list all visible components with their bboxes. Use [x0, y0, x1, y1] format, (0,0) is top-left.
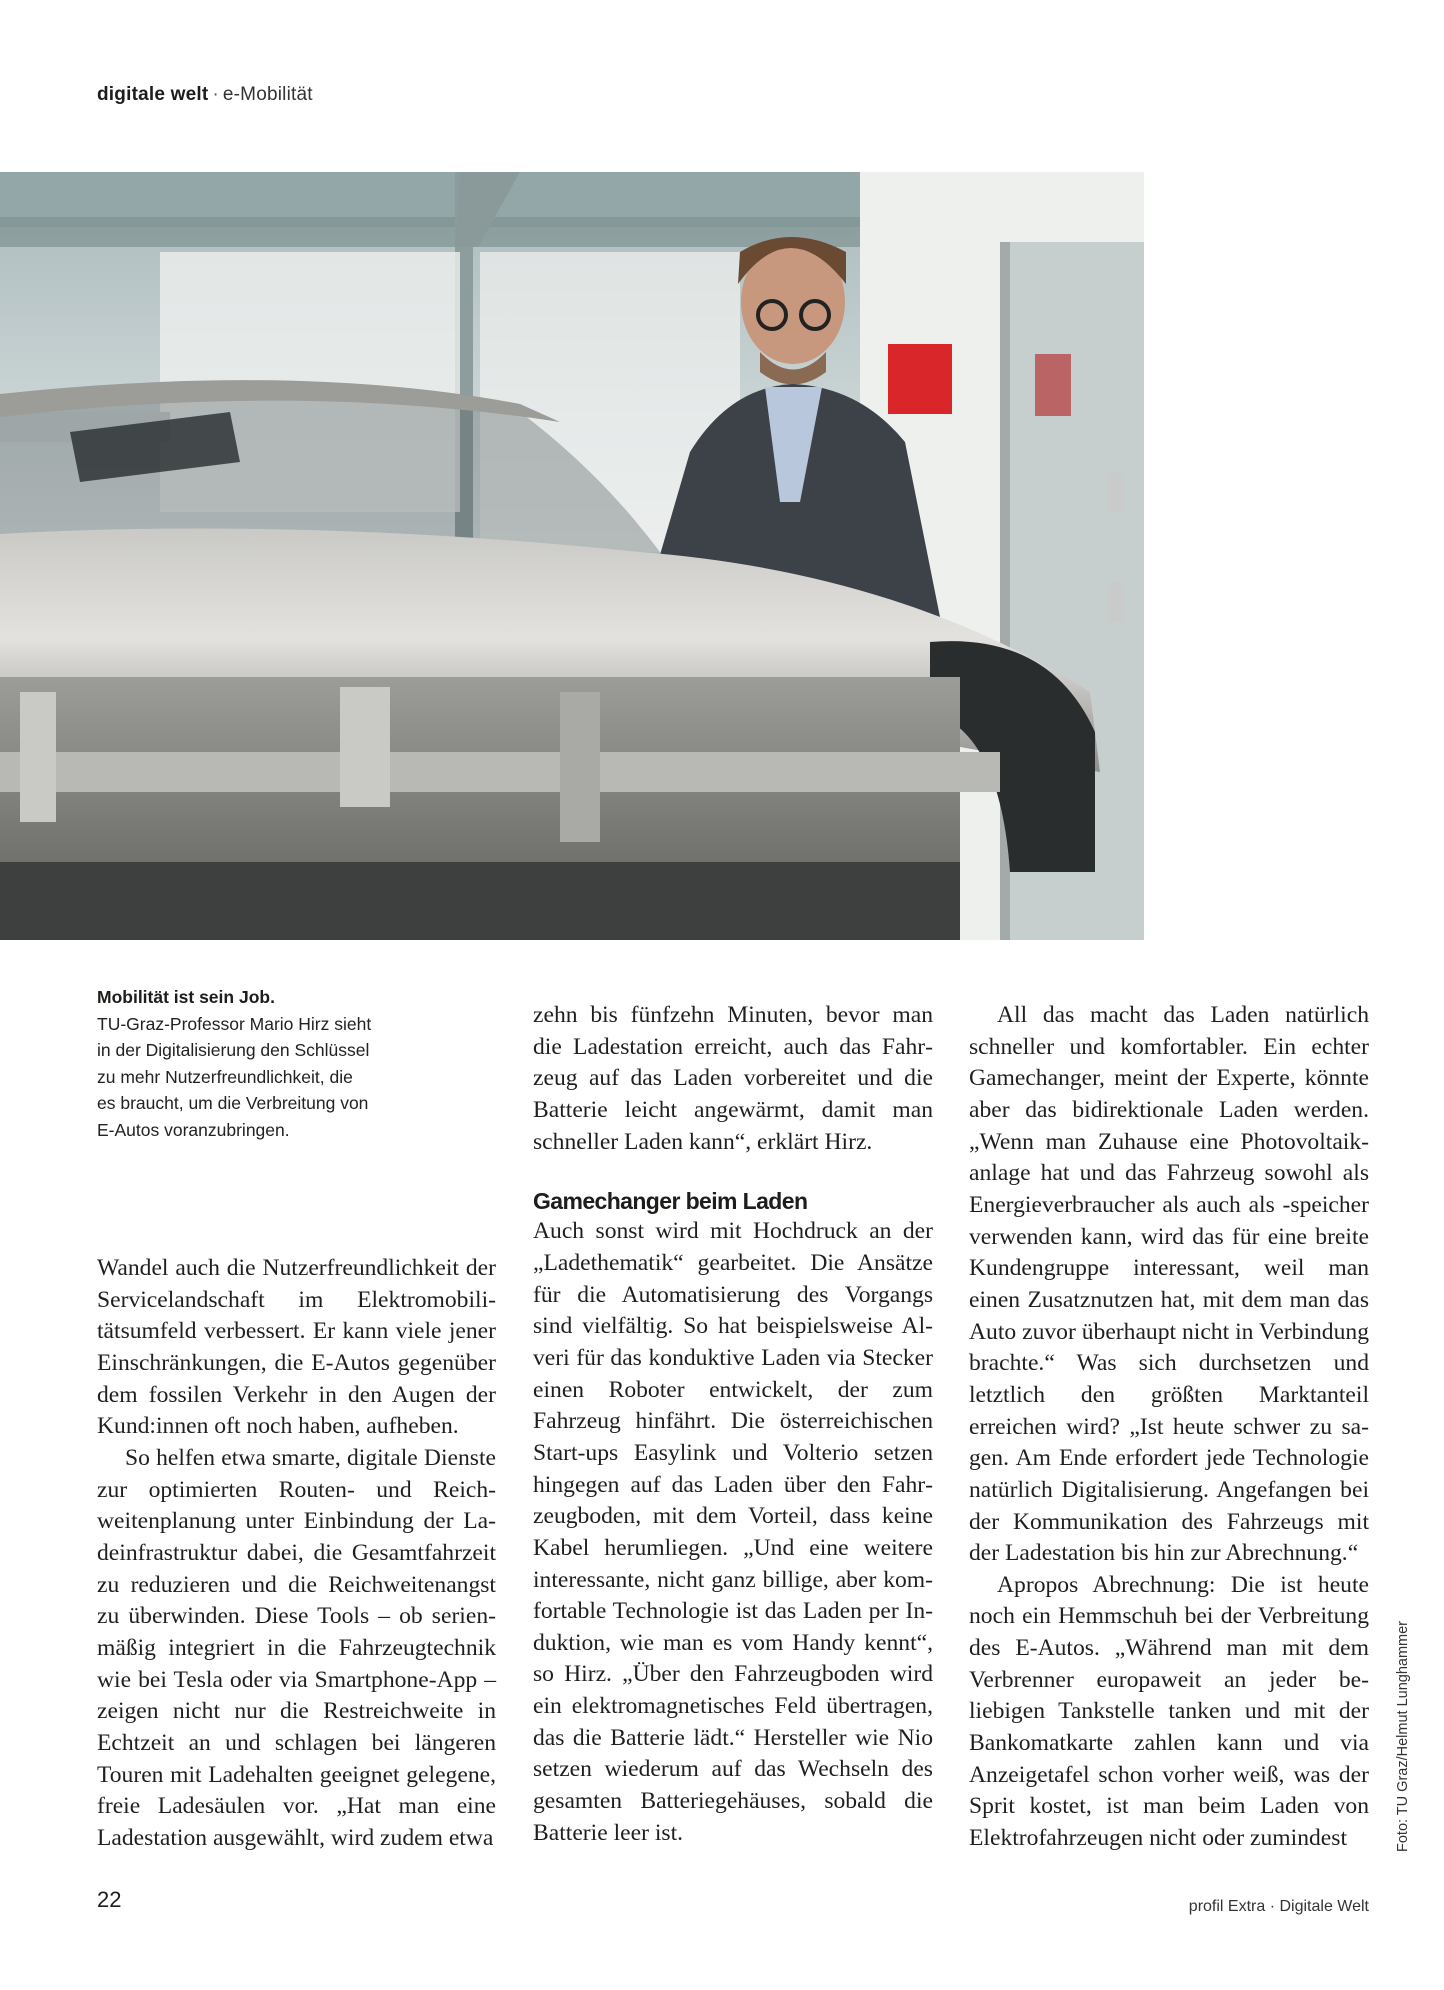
article-column-1	[97, 1253, 496, 1854]
caption-line: in der Digitalisierung den Schlüssel	[97, 1040, 370, 1060]
paragraph: Apropos Abrechnung: Die ist heute noch ein Hemmschuh bei der Verbreitung des E-Autos. „Während man mit dem Verbrenner europaweit an jeder beliebigen Tankstelle tanken und mit der Bankomatkarte zahlen kann und via Anzeigetafel schon vorher weiß, was der Sprit kostet, ist man beim Laden von Elektrofahrzeugen nicht oder zumindest	[969, 1571, 1369, 1852]
running-head	[97, 84, 313, 106]
photo-illustration	[0, 172, 1144, 940]
paragraph: So helfen etwa smarte, digitale Dienste zur optimierten Routen- und Reichweitenplanung unter Einbindung der Ladeinfrastruktur dabei, die Gesamtfahrzeit zu reduzieren und die Reichweitenangst zu überwinden. Diese Tools – ob serienmäßig integriert in die Fahrzeugtechnik wie bei Tesla oder via Smartphone-App – zeigen nicht nur die Restreichweite in Echtzeit an und schlagen bei längeren Touren mit Ladehalten geeignet gelegene, freie Ladesäulen vor. „Hat man eine Ladestation ausgewählt, wird zudem etwa	[97, 1444, 496, 1851]
frame-rail	[0, 752, 1000, 792]
page-number: 22	[97, 1887, 122, 1912]
topic-label: e-Mobilität	[222, 84, 313, 105]
paragraph: All das macht das Laden natürlich schneller und komfortabler. Ein echter Gamechanger, meint der Experte, könnte aber das bidirektionale Laden werden. „Wenn man Zuhause eine Photovoltaikanlage hat und das Fahrzeug sowohl als Energieverbraucher als auch als -speicher verwenden kann, wird das für eine breite Kundengruppe interessant, weil man einen Zusatznutzen hat, mit dem man das Auto zuvor überhaupt nicht in Verbindung brachte.“ Was sich durchsetzen und letztlich den größten Marktanteil erreichen wird? „Ist heute schwer zu sagen. Am Ende erfordert jede Technologie natürlich Digitalisierung. Angefangen bei der Kommunikation des Fahrzeugs mit der Ladestation bis hin zur Abrechnung.“	[969, 1002, 1369, 1567]
caption-line: zu mehr Nutzerfreundlichkeit, die	[97, 1066, 353, 1087]
fire-sign	[888, 344, 952, 414]
caption-line: E-Autos voranzubringen.	[97, 1119, 290, 1140]
publication-name: profil Extra · Digitale Welt	[1188, 1898, 1369, 1915]
paragraph: Wandel auch die Nutzerfreundlichkeit der Servicelandschaft im Elektromobilitätsumfeld verbessert. Er kann viele jener Einschränkungen, die E-Autos gegenüber dem fossilen Verkehr in den Augen der Kund:innen oft noch haben, aufheben.	[97, 1255, 496, 1440]
paragraph: zehn bis fünfzehn Minuten, bevor man die Ladestation erreicht, auch das Fahrzeug auf das Laden vorbereitet und die Batterie leicht angewärmt, damit man schneller Laden kann“, erklärt Hirz.	[533, 1002, 933, 1155]
caption-title: Mobilität ist sein Job.	[97, 987, 275, 1007]
separator: ·	[212, 84, 219, 105]
article-column-3	[969, 1000, 1369, 1855]
subheading: Gamechanger beim Laden	[533, 1188, 808, 1215]
caption-line: es braucht, um die Verbreitung von	[97, 1093, 369, 1113]
caption-line: TU-Graz-Professor Mario Hirz sieht	[97, 1013, 372, 1034]
section-label: digitale welt	[97, 84, 209, 105]
article-column-2	[533, 1000, 933, 1849]
photo-credit: Foto: TU Graz/Helmut Lunghammer	[1395, 1620, 1411, 1852]
paragraph: Auch sonst wird mit Hochdruck an der „Ladethematik“ gearbeitet. Die Ansätze für die Automatisierung des Vorgangs sind vielfältig. So hat beispielsweise Alveri für das konduktive Laden via Stecker einen Roboter entwickelt, der zum Fahrzeug hinfährt. Die österreichischen Start-ups Easylink und Volterio setzen hingegen auf das Laden über den Fahrzeugboden, mit dem Vorteil, dass keine Kabel herumliegen. „Und eine weitere interessante, nicht ganz billige, aber komfortable Technologie ist das Laden per Induktion, wie man es vom Handy kennt“, so Hirz. „Über den Fahrzeugboden wird ein elektromagnetisches Feld übertragen, das die Batterie lädt.“ Hersteller wie Nio setzen wiederum auf das Wechseln des gesamten Batteriegehäuses, sobald die Batterie leer ist.	[533, 1218, 933, 1846]
photo-caption	[97, 984, 397, 1143]
article-photo	[0, 172, 1144, 940]
